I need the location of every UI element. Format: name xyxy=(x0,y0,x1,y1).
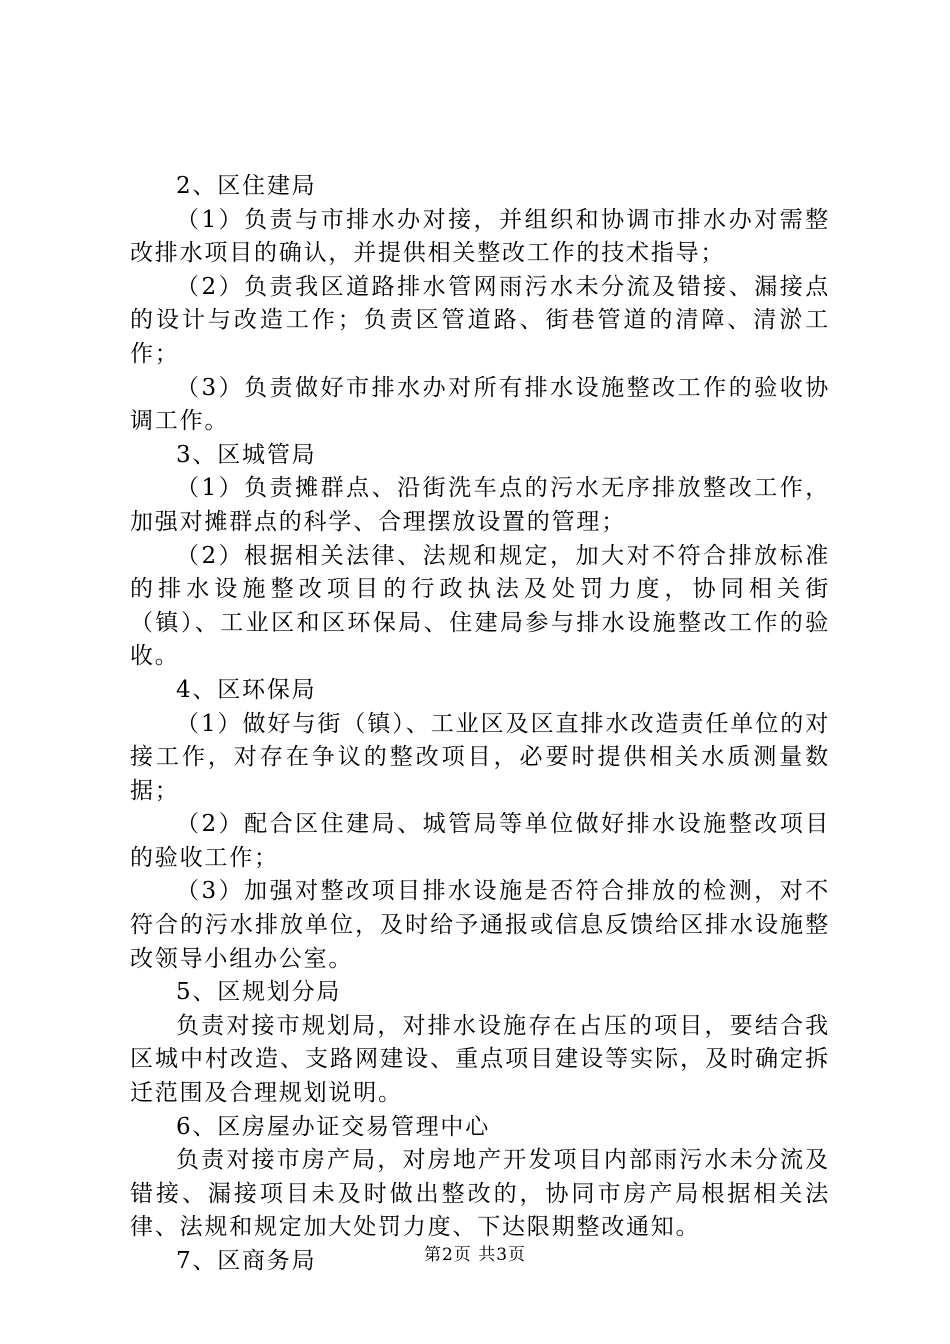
paragraph-chengguan-1: （1）负责摊群点、沿街洗车点的污水无序排放整改工作，加强对摊群点的科学、合理摆放设置的管理； xyxy=(130,475,830,535)
paragraph-huanbao-1: （1）做好与街（镇）、工业区及区直排水改造责任单位的对接工作，对存在争议的整改项目，必要时提供相关水质测量数据； xyxy=(130,710,830,804)
paragraph-huanbao-2: （2）配合区住建局、城管局等单位做好排水设施整改项目的验收工作； xyxy=(130,811,830,871)
paragraph-zhujian-3: （3）负责做好市排水办对所有排水设施整改工作的验收协调工作。 xyxy=(130,374,830,435)
paragraph-zhujian-2: （2）负责我区道路排水管网雨污水未分流及错接、漏接点的设计与改造工作；负责区管道路、街巷管道的清障、清淤工作； xyxy=(130,273,830,367)
document-body xyxy=(130,170,830,1279)
paragraph-chengguan-2: （2）根据相关法律、法规和规定，加大对不符合排放标准的排水设施整改项目的行政执法及处罚力度，协同相关街（镇）、工业区和区环保局、住建局参与排水设施整改工作的验收。 xyxy=(130,542,830,670)
paragraph-zhujian-1: （1）负责与市排水办对接，并组织和协调市排水办对需整改排水项目的确认，并提供相关整改工作的技术指导； xyxy=(130,206,830,267)
section-heading-guihua: 5、区规划分局 xyxy=(176,979,342,1006)
section-heading-zhujian: 2、区住建局 xyxy=(176,173,317,199)
section-heading-chengguan: 3、区城管局 xyxy=(176,441,317,468)
paragraph-huanbao-3: （3）加强对整改项目排水设施是否符合排放的检测，对不符合的污水排放单位，及时给予通报或信息反馈给区排水设施整改领导小组办公室。 xyxy=(130,878,830,972)
section-heading-shangwu: 7、区商务局 xyxy=(176,1248,317,1274)
page-number-footer: 第2页 共3页 xyxy=(423,1245,527,1265)
section-heading-fangwu: 6、区房屋办证交易管理中心 xyxy=(176,1113,491,1140)
paragraph-fangwu-1: 负责对接市房产局，对房地产开发项目内部雨污水未分流及错接、漏接项目未及时做出整改的，协同市房产局根据相关法律、法规和规定加大处罚力度、下达限期整改通知。 xyxy=(130,1147,830,1241)
section-heading-huanbao: 4、区环保局 xyxy=(176,676,317,703)
paragraph-guihua-1: 负责对接市规划局，对排水设施存在占压的项目，要结合我区城中村改造、支路网建设、重点项目建设等实际，及时确定拆迁范围及合理规划说明。 xyxy=(130,1012,830,1107)
